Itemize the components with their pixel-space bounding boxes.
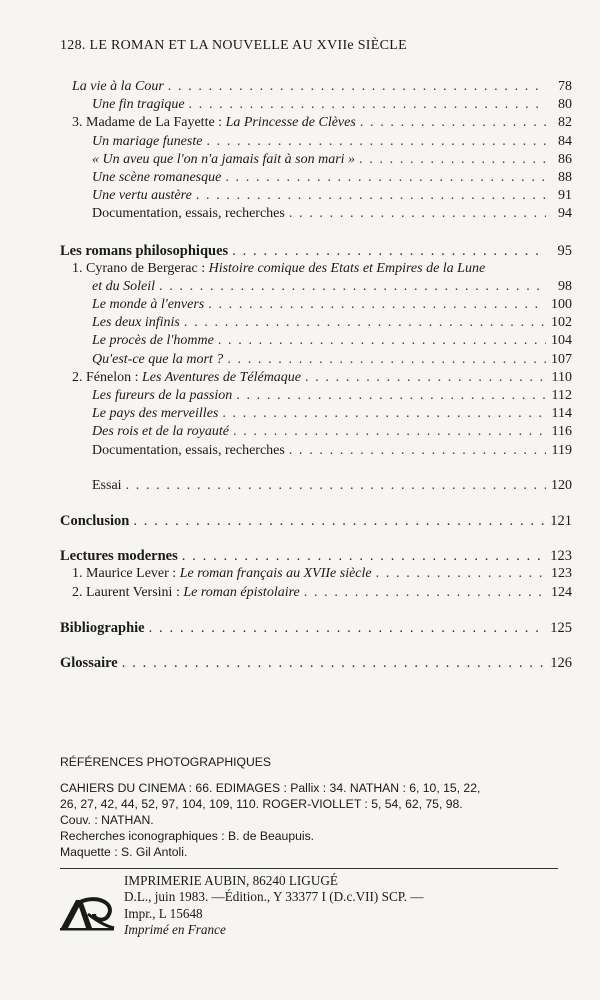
toc-heading-lectures-modernes[interactable] [60, 547, 572, 565]
toc-entry-page: 95 [557, 242, 572, 259]
toc-entry-page: 123 [551, 566, 572, 582]
toc-entry[interactable] [60, 387, 572, 405]
toc-entry-number: 2. [72, 584, 86, 600]
legal-deposit: D.L., juin 1983. —Édition., Y 33377 I (D.c.VII) SCP. — [124, 889, 424, 905]
toc-entry[interactable] [60, 169, 572, 187]
photo-references-line: Couv. : NATHAN. [60, 813, 154, 827]
toc-entry-page: 116 [551, 424, 572, 440]
toc-entry-title: Le roman épistolaire [183, 584, 300, 600]
toc-entry-label: Essai [92, 477, 122, 493]
toc-entry-label: Le procès de l'homme [92, 333, 214, 349]
toc-entry-label: Une scène romanesque [92, 169, 222, 185]
toc-entry-cyrano-cont[interactable] [60, 278, 572, 296]
toc-entry[interactable] [60, 351, 572, 369]
toc-entry-author: Maurice Lever : [86, 566, 180, 582]
toc-heading-label: Bibliographie [60, 619, 145, 636]
toc-entry-label: Documentation, essais, recherches [92, 206, 285, 222]
toc-entry[interactable] [60, 405, 572, 423]
divider [60, 868, 558, 869]
toc-entry-label: Les deux infinis [92, 315, 180, 331]
printed-in: Imprimé en France [124, 922, 226, 938]
toc-entry[interactable] [60, 78, 572, 96]
toc-entry-label: Qu'est-ce que la mort ? [92, 351, 224, 367]
toc-entry-versini[interactable] [60, 584, 572, 602]
toc-entry-title: Histoire comique des Etats et Empires de la Lune [208, 260, 486, 276]
toc-entry-page: 100 [551, 297, 572, 313]
photo-references-title: RÉFÉRENCES PHOTOGRAPHIQUES [60, 755, 272, 769]
toc-entry-lever[interactable] [60, 565, 572, 583]
toc-entry-number: 3. [72, 115, 86, 131]
running-header: 128. LE ROMAN ET LA NOUVELLE AU XVIIe SIÈCLE [60, 38, 407, 53]
toc-entry-page: 91 [558, 188, 572, 204]
toc-entry-page: 123 [550, 548, 572, 565]
toc-entry-page: 98 [558, 278, 572, 294]
toc-entry-author: Madame de La Fayette : [86, 115, 226, 131]
toc-entry-label: Une vertu austère [92, 188, 192, 204]
toc-entry-page: 104 [551, 333, 572, 349]
photo-references-line: 26, 27, 42, 44, 52, 97, 104, 109, 110. ROGER-VIOLLET : 5, 54, 62, 75, 98. [60, 797, 463, 811]
printer-info [124, 873, 423, 939]
toc-entry-number: 1. [72, 566, 86, 582]
toc-entry[interactable] [60, 133, 572, 151]
toc-entry[interactable] [60, 442, 572, 460]
toc-heading-bibliographie[interactable] [60, 619, 572, 637]
toc-entry-page: 125 [550, 619, 572, 636]
toc-entry-cyrano[interactable] [60, 260, 572, 278]
toc-entry-page: 94 [558, 206, 572, 222]
toc-heading-label: Glossaire [60, 654, 118, 671]
print-number: Impr., L 15648 [124, 905, 203, 921]
toc-entry-page: 86 [558, 151, 572, 167]
toc-entry-number: 2. [72, 369, 86, 385]
toc-entry[interactable] [60, 332, 572, 350]
toc-entry-page: 124 [551, 584, 572, 600]
toc-entry-label: Le monde à l'envers [92, 297, 205, 313]
photo-references-line: Maquette : S. Gil Antoli. [60, 845, 188, 859]
toc-entry-page: 82 [558, 115, 572, 131]
printer-name: IMPRIMERIE AUBIN, 86240 LIGUGÉ [124, 873, 338, 888]
toc-entry-page: 126 [550, 654, 572, 671]
toc-entry-label: Les fureurs de la passion [92, 388, 233, 403]
toc-entry-page: 110 [551, 369, 572, 385]
toc-entry-title: La Princesse de Clèves [225, 115, 356, 131]
toc-entry-essai[interactable] [60, 477, 572, 495]
toc-entry[interactable] [60, 187, 572, 205]
toc-entry-label: « Un aveu que l'on n'a jamais fait à son mari » [92, 151, 356, 167]
toc-entry-page: 119 [551, 442, 572, 458]
toc-heading-label: Les romans philosophiques [60, 242, 229, 259]
toc-heading-romans-philosophiques[interactable] [60, 242, 572, 260]
toc-heading-conclusion[interactable] [60, 512, 572, 530]
photo-references-line: CAHIERS DU CINEMA : 66. EDIMAGES : Pallix : 34. NATHAN : 6, 10, 15, 22, [60, 781, 481, 795]
toc-entry[interactable] [60, 296, 572, 314]
toc-entry-label: La vie à la Cour [72, 79, 164, 94]
toc-entry[interactable] [60, 96, 572, 114]
toc-entry-page: 112 [551, 388, 572, 403]
toc-entry-label: Des rois et de la royauté [92, 424, 229, 440]
section-list-lafayette [60, 78, 572, 224]
toc-entry-page: 102 [551, 315, 572, 331]
toc-entry-page: 107 [551, 351, 572, 367]
toc-entry-title-cont: et du Soleil [92, 278, 155, 294]
toc-entry-page: 84 [558, 133, 572, 149]
photo-references [60, 754, 580, 860]
toc-entry-page: 80 [558, 97, 572, 113]
toc-heading-glossaire[interactable] [60, 654, 572, 672]
toc-entry[interactable] [60, 205, 572, 223]
printer-logo-icon [58, 892, 116, 932]
toc-entry[interactable] [60, 151, 572, 169]
toc-entry-page: 78 [558, 79, 572, 94]
toc-entry-author: Cyrano de Bergerac : [86, 260, 209, 276]
toc-entry-title: Les Aventures de Télémaque [142, 369, 302, 385]
toc-entry-page: 120 [551, 477, 572, 493]
toc-entry-fenelon[interactable] [60, 369, 572, 387]
toc-entry-page: 114 [551, 406, 572, 422]
toc-entry[interactable] [60, 423, 572, 441]
table-of-contents [60, 78, 572, 672]
toc-entry-number: 1. [72, 260, 86, 276]
toc-entry-page: 88 [558, 169, 572, 185]
toc-entry-label: Le pays des merveilles [92, 406, 219, 422]
toc-entry-label: Une fin tragique [92, 97, 185, 113]
toc-entry-label: Documentation, essais, recherches [92, 442, 285, 458]
toc-heading-label: Conclusion [60, 512, 130, 529]
toc-heading-label: Lectures modernes [60, 548, 178, 565]
toc-entry-lafayette[interactable] [60, 114, 572, 132]
toc-entry-page: 121 [550, 512, 572, 529]
photo-references-line: Recherches iconographiques : B. de Beaupuis. [60, 829, 315, 843]
toc-entry[interactable] [60, 314, 572, 332]
toc-entry-label: Un mariage funeste [92, 133, 203, 149]
toc-entry-title: Le roman français au XVIIe siècle [179, 566, 372, 582]
toc-entry-author: Fénelon : [86, 369, 142, 385]
toc-entry-author: Laurent Versini : [86, 584, 184, 600]
